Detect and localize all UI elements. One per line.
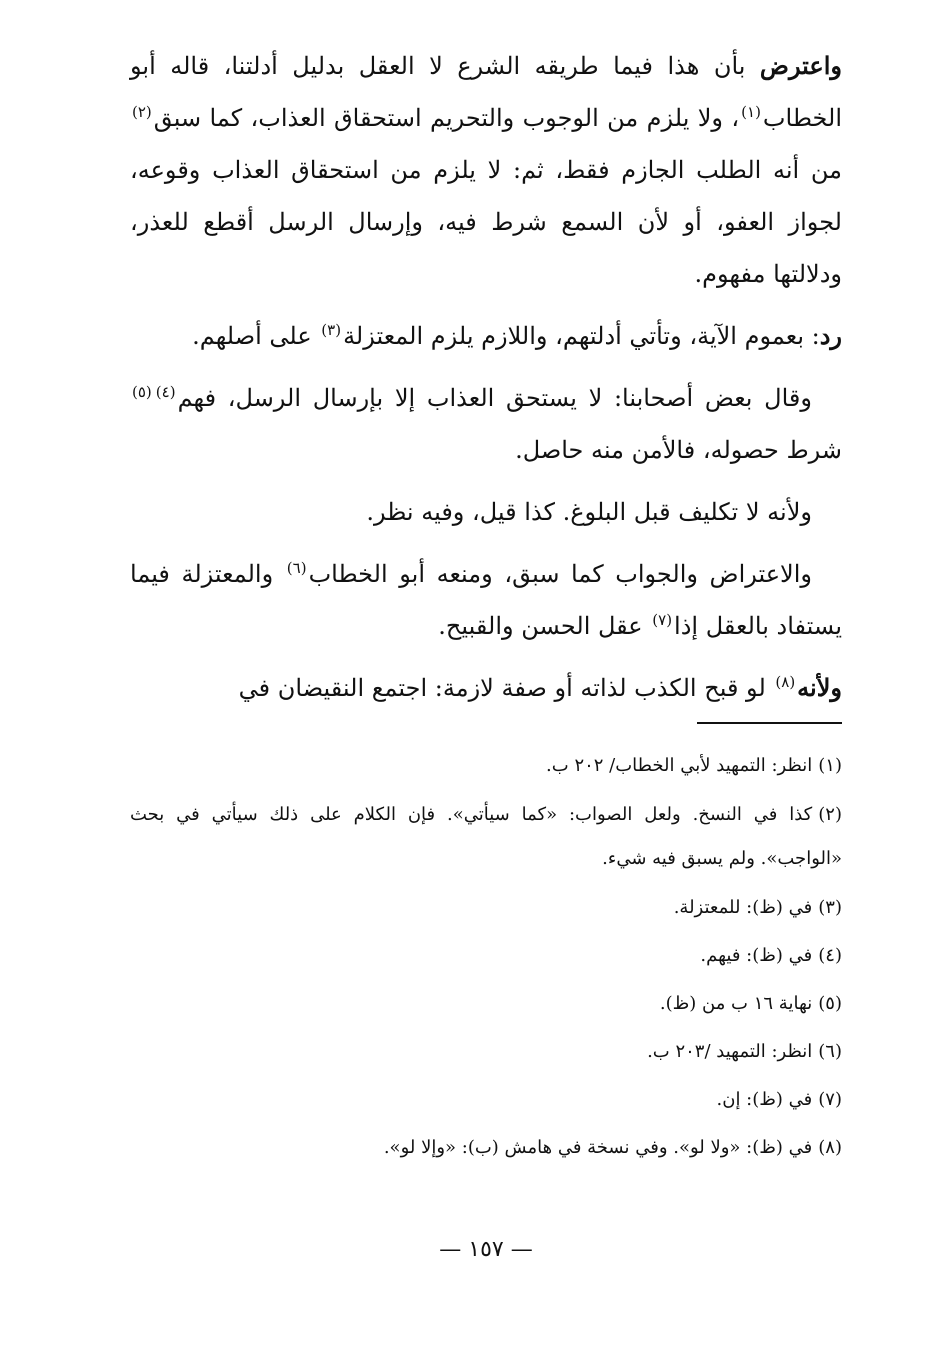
- paragraph-text: شرط حصوله، فالأمن منه حاصل.: [515, 436, 842, 464]
- footnote: [130, 1031, 842, 1073]
- paragraph-abu-alkhattab: [130, 548, 842, 652]
- footnote-ref-6: (٦): [286, 559, 307, 577]
- footnote: [130, 935, 842, 977]
- footnote-number: (٤): [818, 945, 842, 966]
- paragraph-text: ، ولا يلزم من الوجوب والتحريم استحقاق العذاب، كما سبق: [153, 104, 740, 132]
- paragraph-text: والمعتزلة فيما يستفاد بالعقل إذا: [130, 560, 842, 640]
- paragraph-text: لو قبح الكذب لذاته أو صفة لازمة: اجتمع النقيضان في: [238, 674, 774, 702]
- footnote: [130, 793, 842, 881]
- footnote-number: (٥): [818, 993, 842, 1014]
- paragraph-lying: [130, 662, 842, 714]
- footnote-text: كذا في النسخ. ولعل الصواب: «كما سيأتي». فإن الكلام على ذلك سيأتي في بحث «الواجب». ولم يسبق فيه شيء.: [130, 804, 842, 869]
- footnote-number: (٧): [818, 1089, 842, 1110]
- paragraph-text: عقل الحسن والقبيح.: [438, 612, 651, 640]
- footnote-separator: [697, 722, 842, 724]
- page-number: — ١٥٧ —: [439, 1237, 533, 1262]
- footnote-number: (٣): [818, 897, 842, 918]
- paragraph-text: من أنه الطلب الجازم فقط، ثم: لا يلزم من استحقاق العذاب وقوعه، لجواز العفو، أو لأن السمع شرط فيه، وإرسال الرسل أقطع للعذر، ودلالتها مفهوم.: [130, 156, 842, 288]
- footnote-ref-5: (٥): [132, 383, 152, 401]
- footnote-text: نهاية ١٦ ب من (ظ).: [659, 993, 813, 1014]
- paragraph-companions: [130, 372, 842, 476]
- footnote-ref-7: (٧): [652, 611, 673, 629]
- footnotes: [130, 745, 842, 1175]
- footnote-number: (٨): [818, 1137, 842, 1158]
- footnote-ref-8: (٨): [775, 673, 796, 691]
- footnote: [130, 983, 842, 1025]
- paragraph-objection: [130, 40, 842, 300]
- footnote-text: انظر: التمهيد لأبي الخطاب/ ٢٠٢ ب.: [546, 755, 813, 776]
- footnote-text: في (ظ): إن.: [716, 1089, 813, 1110]
- footnote-number: (١): [818, 755, 842, 776]
- lying-lead-word: ولأنه: [797, 673, 842, 702]
- footnote-ref-4: (٤): [155, 383, 176, 401]
- paragraph-text: والاعتراض والجواب كما سبق، ومنعه أبو الخطاب: [308, 560, 812, 588]
- main-text: [130, 40, 842, 714]
- footnote: [130, 1079, 842, 1121]
- paragraph-text: على أصلهم.: [192, 322, 320, 350]
- objection-lead-word: واعترض: [759, 51, 842, 80]
- footnote-text: في (ظ): فيهم.: [700, 945, 813, 966]
- footnote-ref-3: (٣): [321, 321, 342, 339]
- paragraph-text: بأن هذا فيما طريقه الشرع لا العقل بدليل أدلتنا، قاله أبو الخطاب: [130, 52, 842, 132]
- footnote-text: في (ظ): «ولا لو». وفي نسخة في هامش (ب): «وإلا لو».: [383, 1137, 813, 1158]
- footnote: [130, 887, 842, 929]
- footnote-text: انظر: التمهيد /٢٠٣ ب.: [647, 1041, 813, 1062]
- footnote-ref-1: (١): [741, 103, 761, 121]
- paragraph-text: : بعموم الآية، وتأتي أدلتهم، واللازم يلزم المعتزلة: [343, 322, 820, 350]
- footnote-number: (٦): [818, 1041, 842, 1062]
- footnote-number: (٢): [818, 804, 842, 825]
- paragraph-reply: [130, 310, 842, 362]
- footnote: [130, 745, 842, 787]
- footnote: [130, 1127, 842, 1169]
- reply-lead-word: رد: [819, 321, 842, 350]
- paragraph-text: ولأنه لا تكليف قبل البلوغ. كذا قيل، وفيه نظر.: [366, 498, 812, 526]
- paragraph-text: وقال بعض أصحابنا: لا يستحق العذاب إلا بإرسال الرسل، فهم: [177, 384, 812, 412]
- paragraph-puberty: [130, 486, 842, 538]
- footnote-text: في (ظ): للمعتزلة.: [673, 897, 813, 918]
- footnote-ref-2: (٢): [132, 103, 152, 121]
- book-page: [130, 40, 842, 1340]
